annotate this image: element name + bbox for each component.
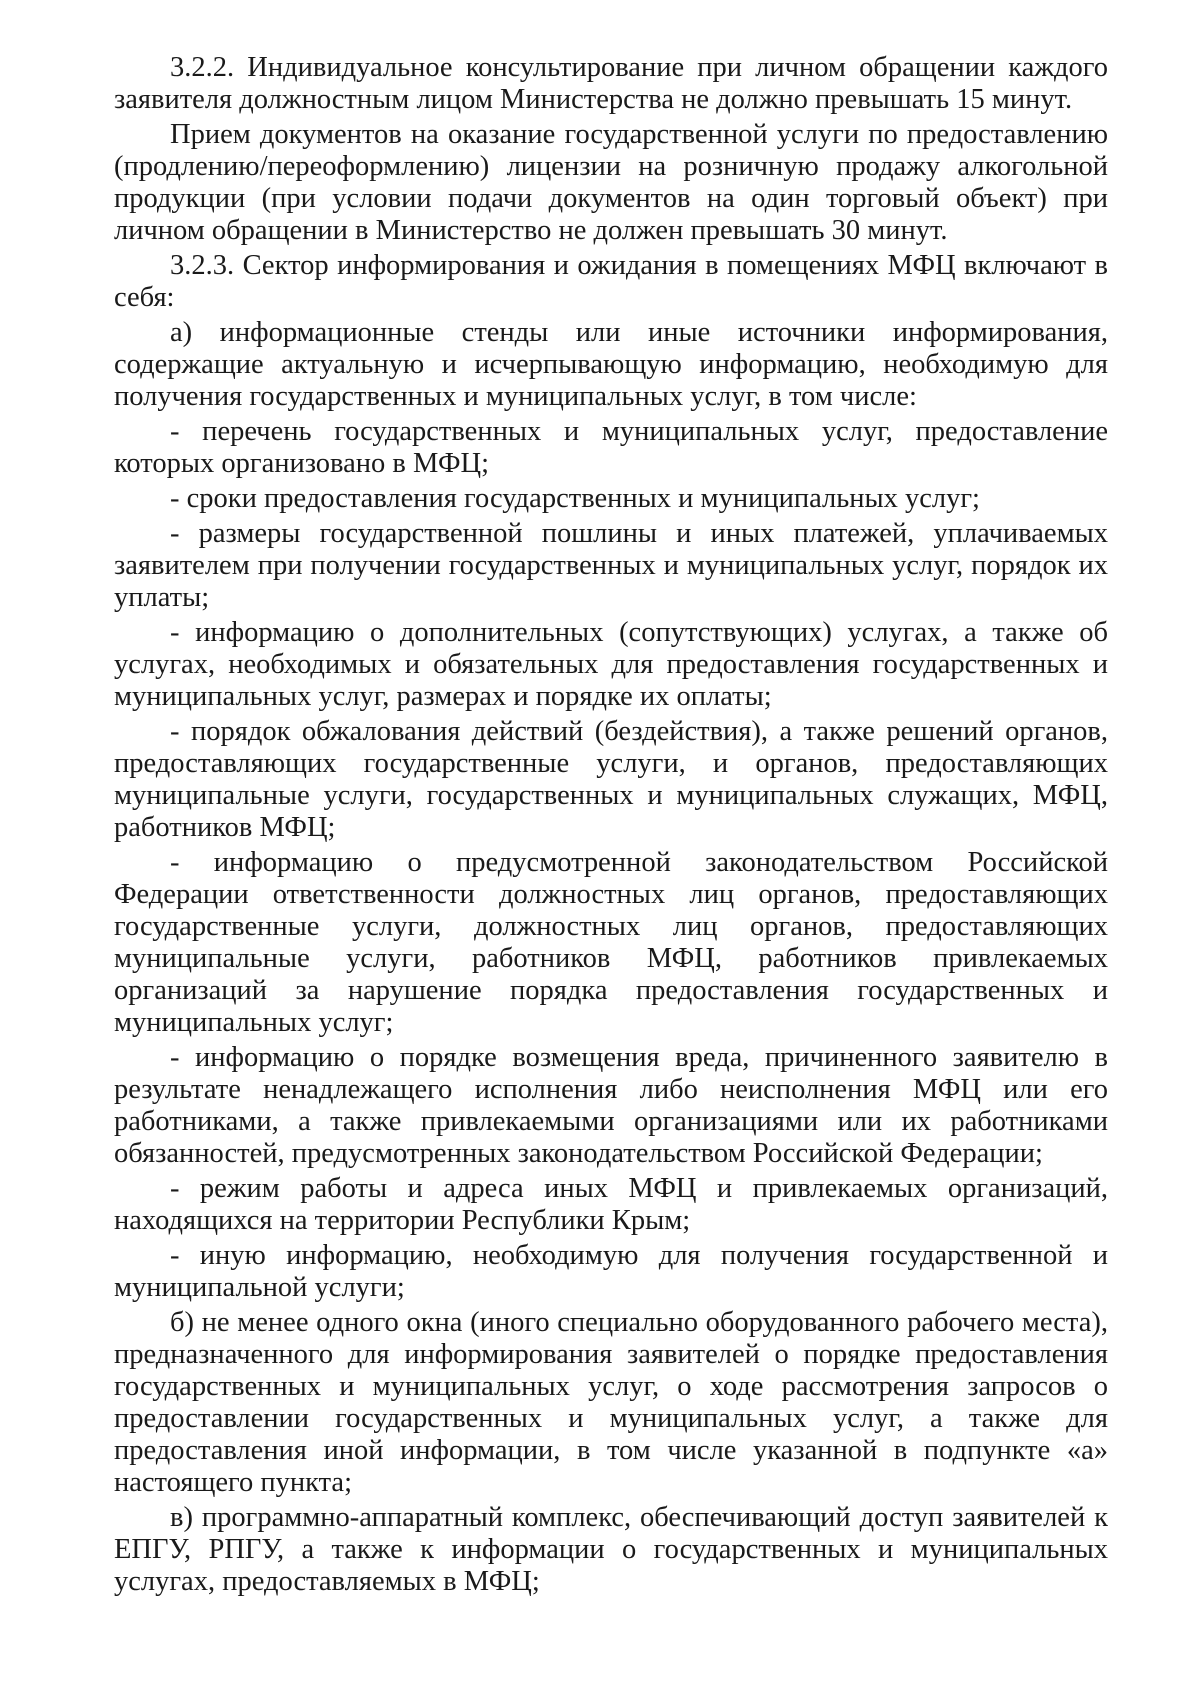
paragraph-item-b: б) не менее одного окна (иного специально оборудованного рабочего места), предназначенного для информирования заявителей о порядке предоставления государственных и муниципальных услуг, о ходе рассмотрения запросов о предоставлении государственных и муниципальных услуг, а также для предоставления иной информации, в том числе указанной в подпункте «а» настоящего пункта; — [114, 1307, 1108, 1498]
list-item-additional-services: - информацию о дополнительных (сопутствующих) услугах, а также об услугах, необходимых и обязательных для предоставления государственных и муниципальных услуг, размерах и порядке их оплаты; — [114, 617, 1108, 712]
list-item-appeal-procedure: - порядок обжалования действий (бездействия), а также решений органов, предоставляющих государственные услуги, и органов, предоставляющих муниципальные услуги, государственных и муниципальных служащих, МФЦ, работников МФЦ; — [114, 716, 1108, 843]
paragraph-3-2-3: 3.2.3. Сектор информирования и ожидания в помещениях МФЦ включают в себя: — [114, 250, 1108, 313]
list-item-service-terms: - сроки предоставления государственных и муниципальных услуг; — [170, 483, 980, 514]
list-item-work-schedule: - режим работы и адреса иных МФЦ и привлекаемых организаций, находящихся на территории Республики Крым; — [114, 1173, 1108, 1236]
list-item-other-info: - иную информацию, необходимую для получения государственной и муниципальной услуги; — [114, 1240, 1108, 1303]
document-page — [114, 52, 1108, 1601]
paragraph-3-2-2: 3.2.2. Индивидуальное консультирование при личном обращении каждого заявителя должностным лицом Министерства не должно превышать 15 минут. — [114, 52, 1108, 115]
list-item-damage-compensation: - информацию о порядке возмещения вреда, причиненного заявителю в результате ненадлежащего исполнения либо неисполнения МФЦ или его работниками, а также привлекаемыми организациями или их работниками обязанностей, предусмотренных законодательством Российской Федерации; — [114, 1042, 1108, 1169]
paragraph-document-intake: Прием документов на оказание государственной услуги по предоставлению (продлению/переоформлению) лицензии на розничную продажу алкогольной продукции (при условии подачи документов на один торговый объект) при личном обращении в Министерство не должен превышать 30 минут. — [114, 119, 1108, 246]
list-item-liability: - информацию о предусмотренной законодательством Российской Федерации ответственности должностных лиц органов, предоставляющих государственные услуги, должностных лиц органов, предоставляющих муниципальные услуги, работников МФЦ, работников привлекаемых организаций за нарушение порядка предоставления государственных и муниципальных услуг; — [114, 847, 1108, 1038]
paragraph-item-a: а) информационные стенды или иные источники информирования, содержащие актуальную и исчерпывающую информацию, необходимую для получения государственных и муниципальных услуг, в том числе: — [114, 317, 1108, 412]
list-item-services-list: - перечень государственных и муниципальных услуг, предоставление которых организовано в МФЦ; — [114, 416, 1108, 479]
paragraph-item-v: в) программно-аппаратный комплекс, обеспечивающий доступ заявителей к ЕПГУ, РПГУ, а также к информации о государственных и муниципальных услугах, предоставляемых в МФЦ; — [114, 1502, 1108, 1597]
list-item-fees: - размеры государственной пошлины и иных платежей, уплачиваемых заявителем при получении государственных и муниципальных услуг, порядок их уплаты; — [114, 518, 1108, 613]
